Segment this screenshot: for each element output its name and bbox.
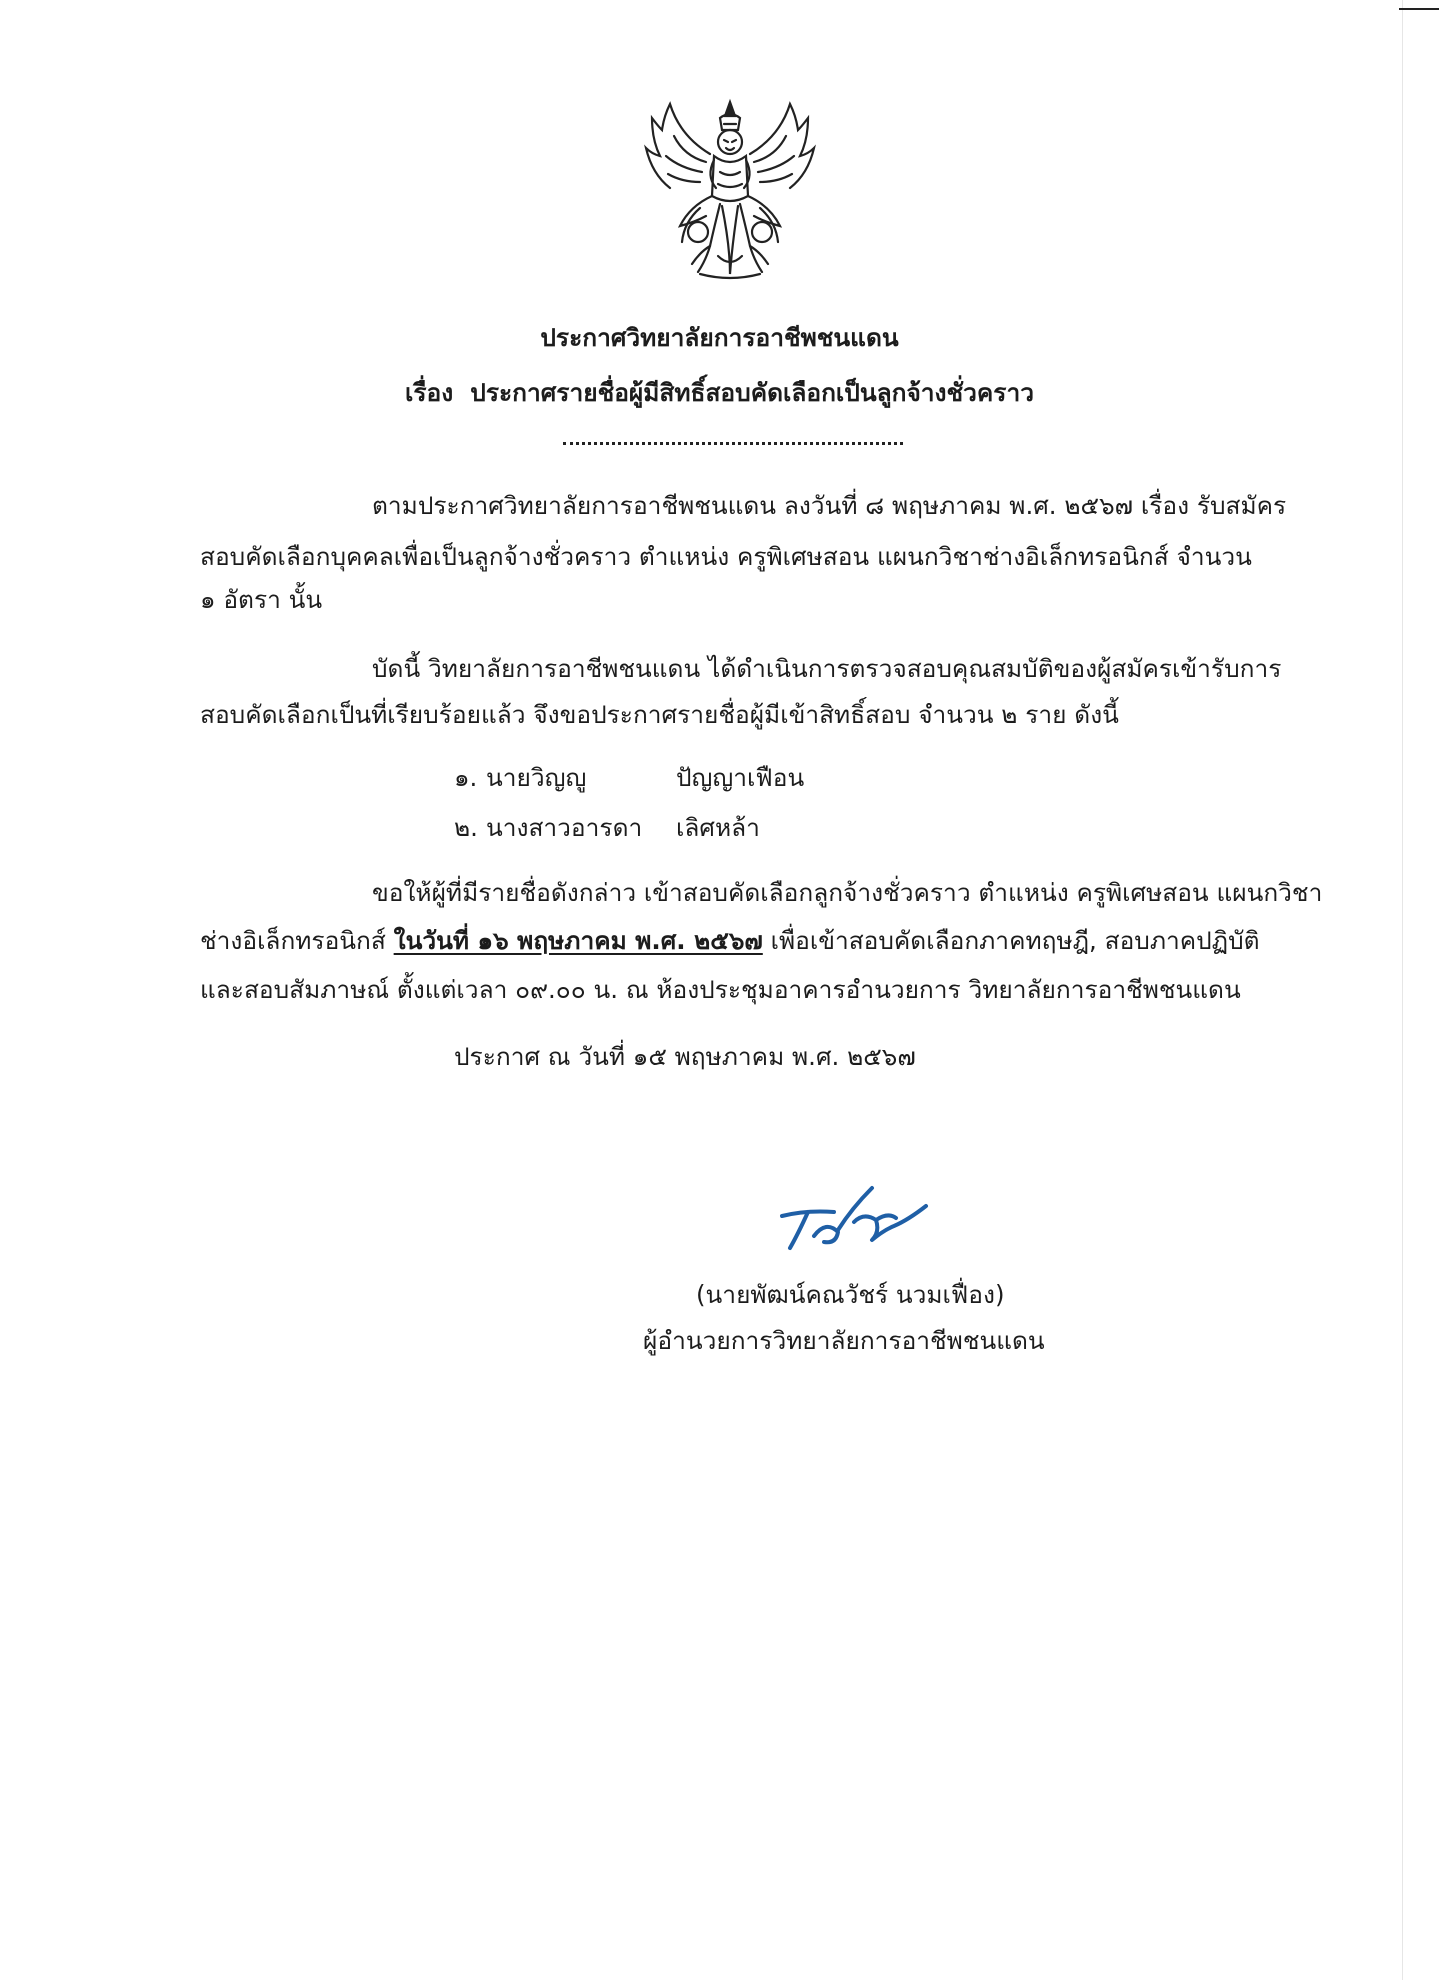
garuda-emblem-icon [640, 96, 820, 286]
paragraph3-line3: และสอบสัมภาษณ์ ตั้งแต่เวลา ๐๙.๐๐ น. ณ ห้องประชุมอาคารอำนวยการ วิทยาลัยการอาชีพชนแดน [200, 975, 1241, 1004]
paragraph1-line1: ตามประกาศวิทยาลัยการอาชีพชนแดน ลงวันที่ ๘ พฤษภาคม พ.ศ. ๒๕๖๗ เรื่อง รับสมัคร [372, 491, 1287, 520]
subject-prefix: เรื่อง [405, 378, 454, 407]
title-divider [563, 440, 903, 445]
candidate-1-first-name: นายวิญญู [486, 763, 587, 792]
paragraph1-line3: ๑ อัตรา นั้น [200, 585, 323, 614]
candidate-2-last-name: เลิศหล้า [676, 813, 760, 842]
signer-position: ผู้อำนวยการวิทยาลัยการอาชีพชนแดน [643, 1326, 1045, 1355]
page-title: ประกาศวิทยาลัยการอาชีพชนแดน [540, 323, 899, 352]
subject-line [0, 376, 1439, 410]
candidate-2-first-name: นางสาวอารดา [486, 813, 643, 842]
paragraph3-line2 [200, 924, 1260, 958]
candidate-1-last-name: ปัญญาเฟือน [676, 763, 805, 792]
candidate-2-number: ๒. [454, 813, 478, 842]
paragraph3-line2-before: ช่างอิเล็กทรอนิกส์ [200, 926, 394, 955]
signer-name: (นายพัฒน์คณวัชร์ นวมเฟื่อง) [696, 1280, 1005, 1309]
paragraph2-line2: สอบคัดเลือกเป็นที่เรียบร้อยแล้ว จึงขอประกาศรายชื่อผู้มีเข้าสิทธิ์สอบ จำนวน ๒ ราย ดังนี้ [200, 700, 1119, 729]
announce-date: ประกาศ ณ วันที่ ๑๕ พฤษภาคม พ.ศ. ๒๕๖๗ [454, 1042, 916, 1071]
exam-date: ในวันที่ ๑๖ พฤษภาคม พ.ศ. ๒๕๖๗ [393, 926, 763, 955]
paragraph3-line2-after: เพื่อเข้าสอบคัดเลือกภาคทฤษฎี, สอบภาคปฏิบัติ [762, 926, 1260, 955]
page-edge-mark [1399, 8, 1439, 10]
page-edge [1402, 0, 1403, 1980]
handwritten-signature [776, 1182, 936, 1262]
subject-text: ประกาศรายชื่อผู้มีสิทธิ์สอบคัดเลือกเป็นลูกจ้างชั่วคราว [470, 378, 1034, 407]
paragraph1-line2: สอบคัดเลือกบุคคลเพื่อเป็นลูกจ้างชั่วคราว ตำแหน่ง ครูพิเศษสอน แผนกวิชาช่างอิเล็กทรอนิกส์ จำนวน [200, 542, 1252, 571]
paragraph3-line1: ขอให้ผู้ที่มีรายชื่อดังกล่าว เข้าสอบคัดเลือกลูกจ้างชั่วคราว ตำแหน่ง ครูพิเศษสอน แผนกวิชา [372, 878, 1323, 907]
candidate-1-number: ๑. [454, 763, 478, 792]
paragraph2-line1: บัดนี้ วิทยาลัยการอาชีพชนแดน ได้ดำเนินการตรวจสอบคุณสมบัติของผู้สมัครเข้ารับการ [372, 654, 1282, 683]
